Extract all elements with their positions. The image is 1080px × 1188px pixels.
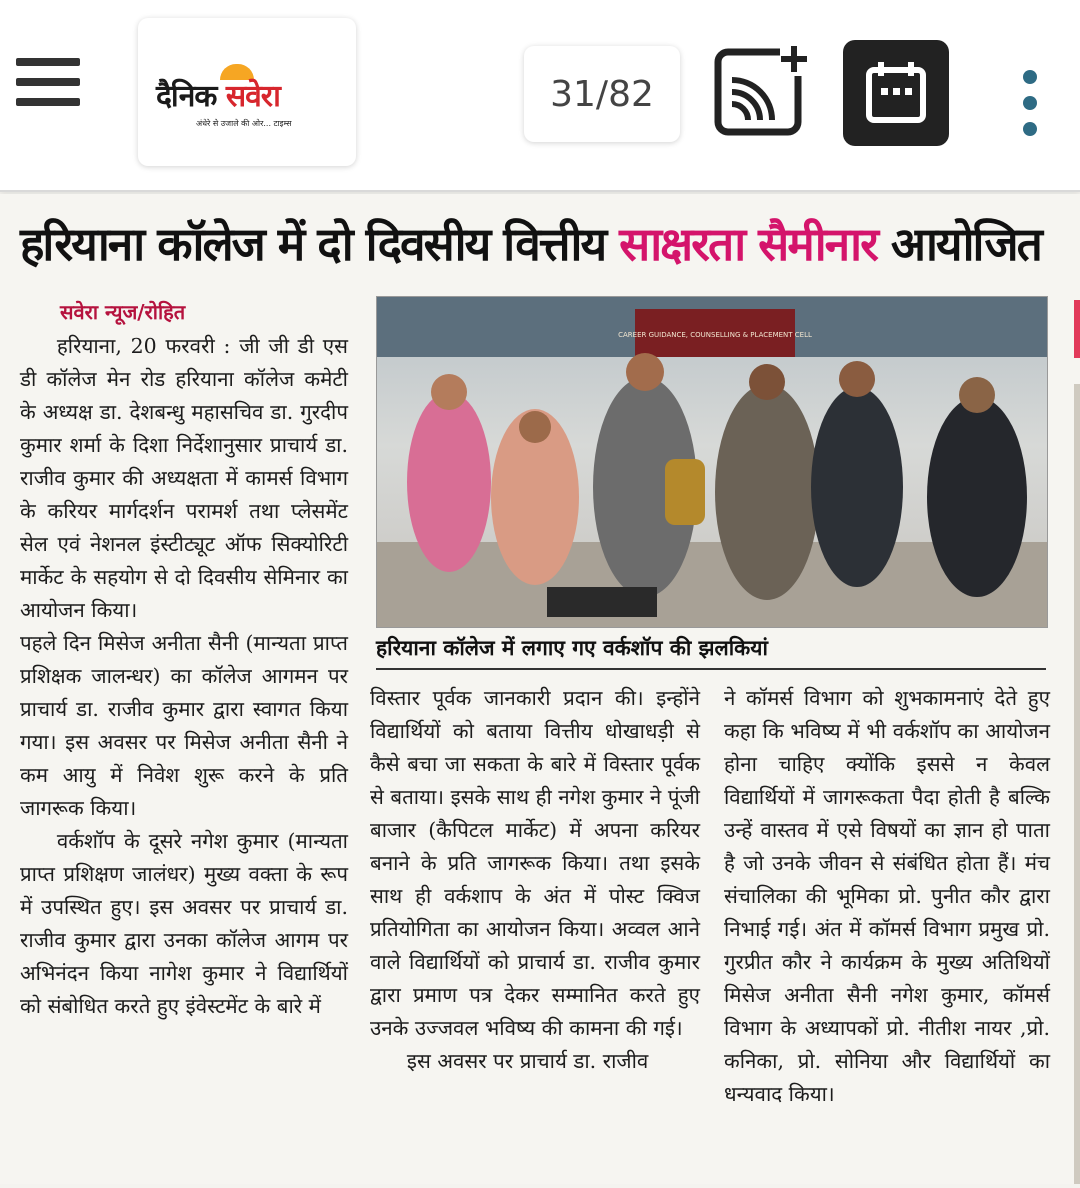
article-photo bbox=[376, 296, 1048, 628]
photo-caption: हरियाना कॉलेज में लगाए गए वर्कशॉप की झलकियां bbox=[376, 634, 1046, 670]
paragraph: वर्कशॉप के दूसरे नगेश कुमार (मान्यता प्राप्त प्रशिक्षण जालंधर) मुख्य वक्ता के रूप में उपस्थित हुए। इस अवसर पर प्राचार्य डा. राजीव कुमार द्वारा उनका कॉलेज आगम पर अभिनंदन किया नागेश कुमार ने विद्यार्थियों को संबोधित करते हुए इंवेस्टमेंट के बारे में bbox=[20, 829, 348, 1018]
article-headline: हरियाना कॉलेज में दो दिवसीय वित्तीय साक्षरता सैमीनार आयोजित bbox=[20, 217, 1041, 271]
photo-banner-text: CAREER GUIDANCE, COUNSELLING & PLACEMENT CELL bbox=[618, 331, 812, 339]
article-column-2 bbox=[370, 682, 700, 1078]
article-column-1 bbox=[20, 330, 348, 1023]
logo-tagline: अंधेरे से उजाले की ओर... टाइम्स bbox=[196, 119, 292, 128]
newspaper-page bbox=[0, 194, 1080, 1184]
more-vertical-icon[interactable] bbox=[1016, 70, 1044, 134]
article-column-3 bbox=[724, 682, 1050, 1111]
logo-title: दैनिक सवेरा bbox=[156, 79, 280, 114]
page-indicator[interactable]: 31/82 bbox=[524, 46, 680, 142]
paragraph: हरियाना, 20 फरवरी : जी जी डी एस डी कॉलेज मेन रोड हरियाना कॉलेज कमेटी के अध्यक्ष डा. देशबन्धु महासचिव डा. गुरदीप कुमार शर्मा के दिशा निर्देशानुसार प्राचार्य डा. राजीव कुमार की अध्यक्षता में कामर्स विभाग के करियर मार्गदर्शन परामर्श तथा प्लेसमेंट सेल एवं नेशनल इंस्टीट्यूट ऑफ सिक्योरिटी मार्केट के सहयोग से दो दिवसीय सेमिनार का आयोजन किया। bbox=[20, 334, 348, 622]
calendar-icon bbox=[843, 40, 949, 146]
calendar-button[interactable] bbox=[843, 40, 949, 146]
top-toolbar bbox=[0, 0, 1080, 192]
hamburger-menu-icon[interactable] bbox=[16, 58, 80, 110]
paragraph: इस अवसर पर प्राचार्य डा. राजीव bbox=[406, 1049, 649, 1073]
paragraph: विस्तार पूर्वक जानकारी प्रदान की। इन्होंने विद्यार्थियों को बताया वित्तीय धोखाधड़ी से कैसे बचा जा सकता के बारे में विस्तार पूर्वक से बताया। इसके साथ ही नगेश कुमार ने पूंजी बाजार (कैपिटल मार्केट) में अपना करियर बनाने के प्रति जागरूक किया। तथा इसके साथ ही वर्कशाप के अंत में पोस्ट क्विज प्रतियोगिता का आयोजन किया। अव्वल आने वाले विद्यार्थियों को प्राचार्य डा. राजीव कुमार द्वारा प्रमाण पत्र देकर सम्मानित करते हुए उनके उज्जवल भविष्य की कामना की गई। bbox=[370, 686, 700, 1040]
newspaper-logo[interactable] bbox=[138, 18, 356, 166]
rss-add-icon[interactable] bbox=[714, 42, 810, 138]
adjacent-article-edge bbox=[1060, 294, 1080, 1184]
paragraph: पहले दिन मिसेज अनीता सैनी (मान्यता प्राप्त प्रशिक्षक जालन्धर) का कॉलेज आगमन पर प्राचार्य डा. राजीव कुमार द्वारा स्वागत किया गया। इस अवसर पर मिसेज अनीता सैनी ने कम आयु में निवेश शुरू करने के प्रति जागरूक किया। bbox=[20, 631, 348, 820]
article-byline: सवेरा न्यूज/रोहित bbox=[60, 300, 186, 324]
paragraph: ने कॉमर्स विभाग को शुभकामनाएं देते हुए कहा कि भविष्य में भी वर्कशॉप का आयोजन होना चाहिए क्योंकि इससे न केवल विद्यार्थियों में जागरूकता पैदा होती है बल्कि उन्हें वास्तव में एसे विषयों का ज्ञान हो पाता है जो उनके जीवन से संबंधित होता हैं। मंच संचालिका की भूमिका प्रो. पुनीत कौर द्वारा निभाई गई। अंत में कॉमर्स विभाग प्रमुख प्रो. गुरप्रीत कौर ने कार्यक्रम के मुख्य अतिथियों मिसेज अनीता सैनी नगेश कुमार, कॉमर्स विभाग के अध्यापकों प्रो. नीतीश नायर ,प्रो. कनिका, प्रो. सोनिया और विद्यार्थियों का धन्यवाद किया। bbox=[724, 686, 1050, 1106]
